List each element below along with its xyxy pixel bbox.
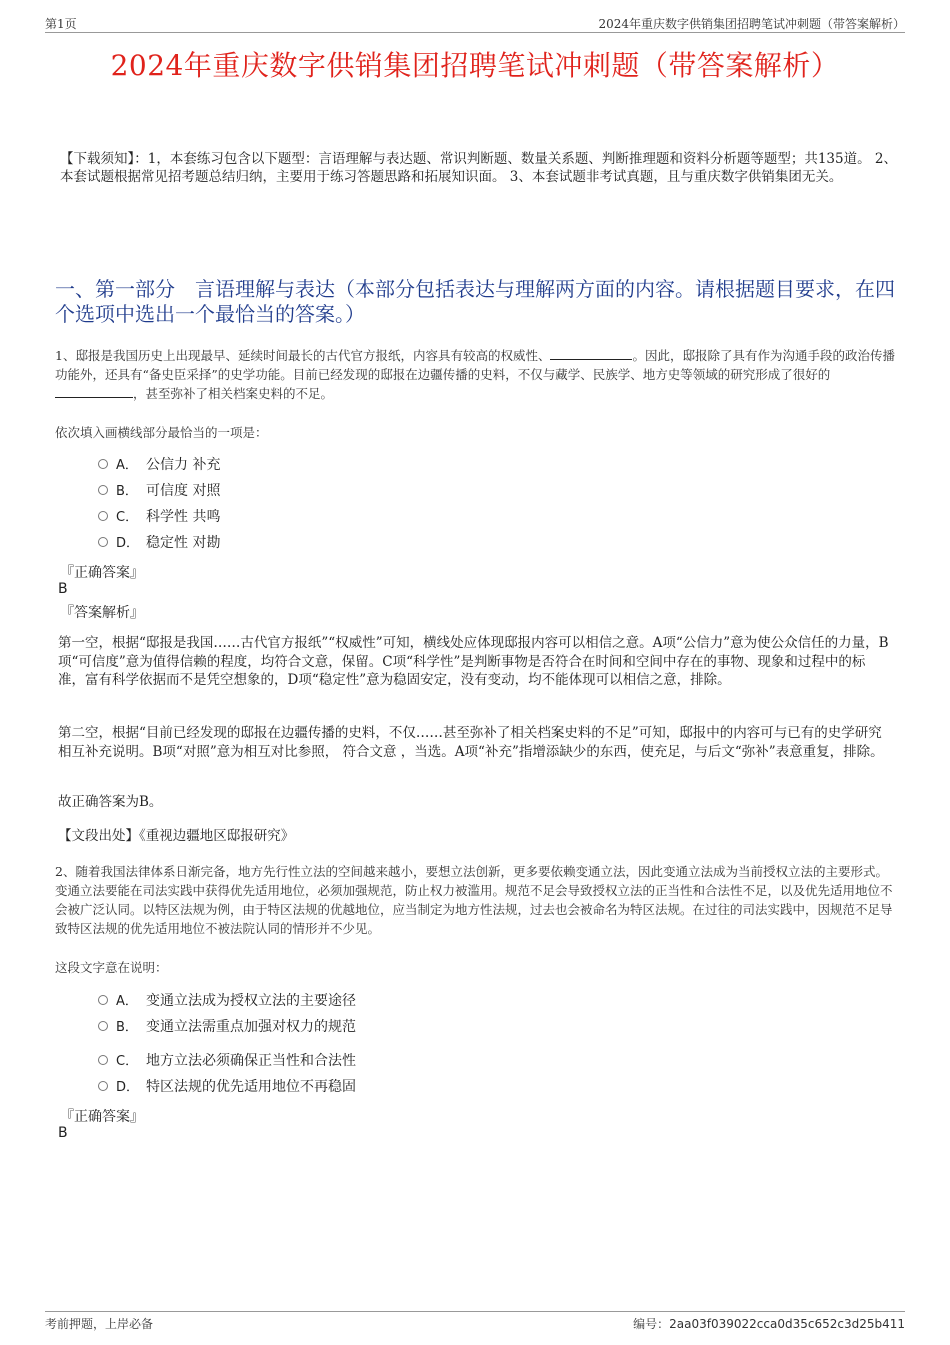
question-1-analysis-label: 『答案解析』 <box>60 605 144 621</box>
question-1-analysis-paragraph-1: 第一空，根据“邸报是我国……古代官方报纸”“权威性”可知，横线处应体现邸报内容可以相信之意。A项“公信力”意为使公众信任的力量，B项“可信度”意为值得信赖的程度，均符合文意，保留。C项“科学性”是判断事物是否符合在时间和空间中存在的事物、现象和过程中的标准，富有科学依据而不是凭空想象的，D项“稳定性”意为稳固安定，没有变动，均不能体现可以相信之意，排除。 <box>58 635 889 688</box>
question-1-option-a[interactable] <box>98 455 220 475</box>
question-1-source: 【文段出处】《重视边疆地区邸报研究》 <box>58 828 295 844</box>
question-1-analysis-paragraph-2: 第二空，根据“目前已经发现的邸报在边疆传播的史料，不仅……甚至弥补了相关档案史料的不足”可知，邸报中的内容可与已有的史学研究相互补充说明。B项“对照”意为相互对比参照， 符合文意 ，当选。A项“补充”指增添缺少的东西，使充足，与后文“弥补”表意重复，排除。 <box>58 725 884 760</box>
radio-icon[interactable] <box>98 1021 108 1031</box>
question-1-option-b[interactable] <box>98 481 220 501</box>
option-text: 公信力 补充 <box>146 457 221 473</box>
option-letter: D． <box>116 536 140 551</box>
option-text: 变通立法需重点加强对权力的规范 <box>146 1019 356 1035</box>
option-letter: A． <box>116 458 138 473</box>
option-letter: C． <box>116 1054 139 1069</box>
question-2-instruction: 这段文字意在说明： <box>55 960 168 975</box>
option-text: 科学性 共鸣 <box>146 509 221 525</box>
question-1-instruction: 依次填入画横线部分最恰当的一项是： <box>55 425 268 440</box>
question-1-text-part-a: 1、邸报是我国历史上出现最早、延续时间最长的古代官方报纸，内容具有较高的权威性、 <box>55 348 551 363</box>
footer-code: 编号：2aa03f039022cca0d35c652c3d25b411 <box>633 1317 905 1331</box>
page-footer <box>45 1311 905 1334</box>
blank-1 <box>550 348 632 360</box>
section-heading: 一、第一部分 言语理解与表达（本部分包括表达与理解两方面的内容。请根据题目要求，在四个选项中选出一个最恰当的答案。） <box>55 277 895 326</box>
radio-icon[interactable] <box>98 995 108 1005</box>
document-title: 2024年重庆数字供销集团招聘笔试冲刺题（带答案解析） <box>110 49 840 82</box>
option-text: 可信度 对照 <box>146 483 221 499</box>
question-1-text <box>55 346 898 403</box>
question-1-answer-label: 『正确答案』 <box>60 565 144 581</box>
radio-icon[interactable] <box>98 511 108 521</box>
question-2-option-b[interactable] <box>98 1017 356 1037</box>
question-1-option-c[interactable] <box>98 507 220 527</box>
option-text: 地方立法必须确保正当性和合法性 <box>146 1053 356 1069</box>
footer-slogan: 考前押题，上岸必备 <box>45 1317 154 1331</box>
option-letter: C． <box>116 510 139 525</box>
option-text: 特区法规的优先适用地位不再稳固 <box>146 1079 356 1095</box>
question-1-answer: B <box>58 581 68 597</box>
question-1-analysis-conclusion: 故正确答案为B。 <box>58 794 163 810</box>
question-2-text: 2、随着我国法律体系日渐完备，地方先行性立法的空间越来越小，要想立法创新，更多要依赖变通立法，因此变通立法成为当前授权立法的主要形式。变通立法要能在司法实践中获得优先适用地位，必须加强规范，防止权力被滥用。规范不足会导致授权立法的正当性和合法性不足，以及优先适用地位不会被广泛认同。以特区法规为例，由于特区法规的优越地位，应当制定为地方性法规，过去也会被命名为特区法规。在过往的司法实践中，因规范不足导致特区法规的优先适用地位不被法院认同的情形并不少见。 <box>55 864 893 936</box>
option-letter: D． <box>116 1080 140 1095</box>
page-header <box>45 12 905 33</box>
option-letter: A． <box>116 994 138 1009</box>
download-notice: 【下载须知】：1，本套练习包含以下题型：言语理解与表达题、常识判断题、数量关系题、判断推理题和资料分析题等题型；共135道。 2、本套试题根据常见招考题总结归纳，主要用于练习答题思路和拓展知识面。 3、本套试题非考试真题，且与重庆数字供销集团无关。 <box>60 151 897 185</box>
question-1-text-part-b: 。因此，邸报除了具有作为沟通手段的政治传播功能外，还具有“备史臣采择”的史学功能。目前已经发现的邸报在边疆传播的史料，不仅与藏学、民族学、地方史等领域的研究形成了很好的 <box>55 348 895 382</box>
radio-icon[interactable] <box>98 1055 108 1065</box>
question-1-option-d[interactable] <box>98 533 220 553</box>
option-letter: B． <box>116 484 138 499</box>
question-2-option-c[interactable] <box>98 1051 356 1071</box>
question-2-answer: B <box>58 1125 68 1141</box>
question-2-option-a[interactable] <box>98 991 356 1011</box>
header-doc-title: 2024年重庆数字供销集团招聘笔试冲刺题（带答案解析） <box>598 17 905 31</box>
radio-icon[interactable] <box>98 537 108 547</box>
radio-icon[interactable] <box>98 459 108 469</box>
radio-icon[interactable] <box>98 1081 108 1091</box>
option-text: 稳定性 对勘 <box>146 535 221 551</box>
option-text: 变通立法成为授权立法的主要途径 <box>146 993 356 1009</box>
question-2-answer-label: 『正确答案』 <box>60 1109 144 1125</box>
question-2-option-d[interactable] <box>98 1077 356 1097</box>
option-letter: B． <box>116 1020 138 1035</box>
page-number: 第1页 <box>45 17 77 31</box>
question-1-text-part-c: ，甚至弥补了相关档案史料的不足。 <box>133 386 334 401</box>
radio-icon[interactable] <box>98 485 108 495</box>
blank-2 <box>55 386 133 398</box>
